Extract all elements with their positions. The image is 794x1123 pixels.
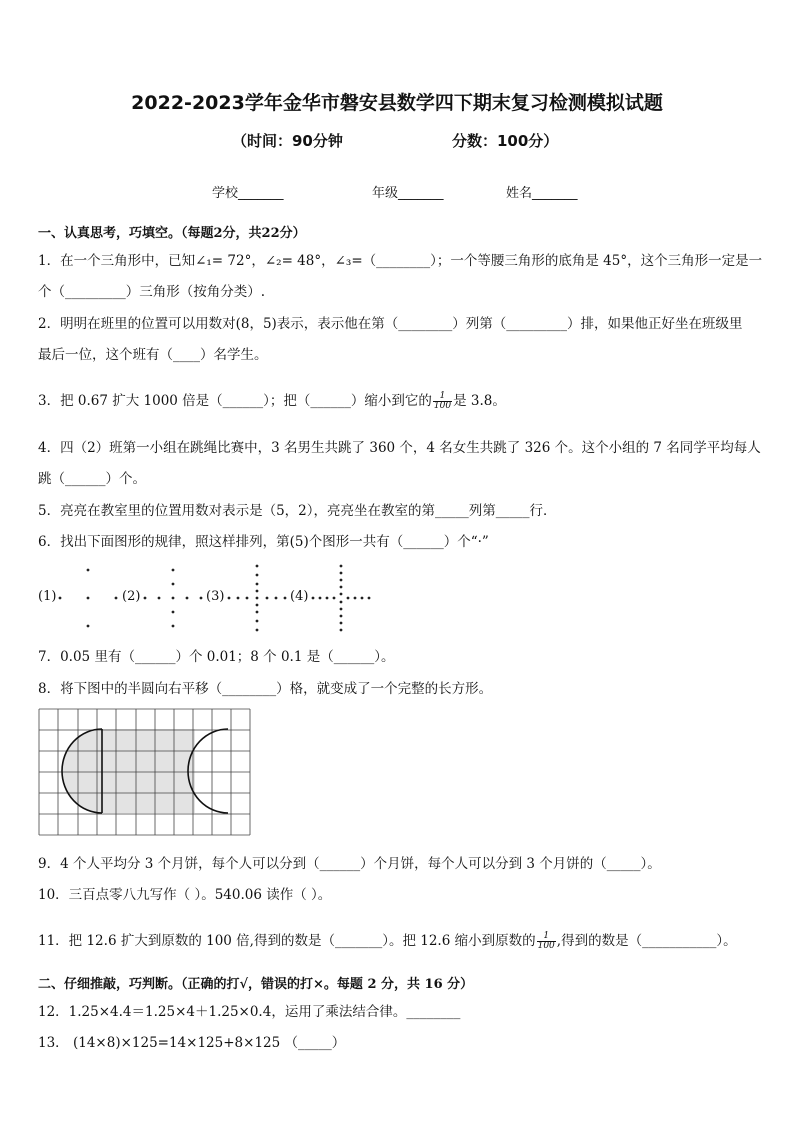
question-1-line-1: 1．在一个三角形中，已知∠₁= 72°，∠₂= 48°，∠₃=（________）；一个等腰三角形的底角是 45°，这个三角形一定是一 <box>38 253 763 269</box>
shaded-rectangle <box>98 729 195 813</box>
question-11-fraction <box>537 932 556 951</box>
question-8: 8．将下图中的半圆向右平移（________）格，就变成了一个完整的长方形。 <box>38 681 493 697</box>
question-4-line-2: 跳（______）个。 <box>38 471 146 487</box>
school-field: 学校_______ <box>212 186 284 201</box>
fraction-denominator: 100 <box>433 401 452 411</box>
score-label: 分数：100分） <box>452 132 559 150</box>
pattern-label-1: (1) <box>38 589 57 604</box>
question-6: 6．找出下面图形的规律，照这样排列，第(5)个图形一共有（______）个“·” <box>38 534 489 550</box>
dot-pattern-4 <box>312 565 371 632</box>
section-1-heading: 一、认真思考，巧填空。（每题2分，共22分） <box>38 226 306 241</box>
question-12: 12．1.25×4.4＝1.25×4＋1.25×0.4，运用了乘法结合律。________ <box>38 1004 461 1020</box>
left-semicircle-fill <box>62 729 102 813</box>
question-11-text: 11．把 12.6 扩大到原数的 100 倍,得到的数是（_______）。把 12.6 缩小到原数的 <box>38 933 536 949</box>
question-2-line-1: 2．明明在班里的位置可以用数对(8，5)表示，表示他在第（________）列第（_________）排，如果他正好坐在班级里 <box>38 316 743 332</box>
question-9: 9．4 个人平均分 3 个月饼，每个人可以分到（______）个月饼，每个人可以分到 3 个月饼的（_____）。 <box>38 856 661 872</box>
translation-grid-figure <box>38 708 251 836</box>
question-2-line-2: 最后一位，这个班有（____）名学生。 <box>38 347 268 363</box>
time-label: （时间：90分钟 <box>232 132 343 150</box>
fraction-numerator: 1 <box>537 932 556 942</box>
pattern-label-4: (4) <box>290 589 309 604</box>
question-3-text: 3．把 0.67 扩大 1000 倍是（______）；把（______）缩小到它的 <box>38 393 432 409</box>
page-title: 2022-2023学年金华市磐安县数学四下期末复习检测模拟试题 <box>131 92 663 114</box>
section-2-heading: 二、仔细推敲，巧判断。（正确的打√，错误的打×。每题 2 分，共 16 分） <box>38 977 474 992</box>
dot-pattern-2 <box>144 569 203 628</box>
dot-pattern-1 <box>59 569 118 628</box>
question-10: 10．三百点零八九写作（ ）。540.06 读作（ ）。 <box>38 887 332 903</box>
question-11-text-end: ,得到的数是（___________）。 <box>556 933 737 949</box>
pattern-label-2: (2) <box>122 589 141 604</box>
name-field: 姓名_______ <box>506 186 578 201</box>
fraction-numerator: 1 <box>433 392 452 402</box>
question-11 <box>38 929 737 951</box>
question-4-line-1: 4．四（2）班第一小组在跳绳比赛中，3 名男生共跳了 360 个，4 名女生共跳了 326 个。这个小组的 7 名同学平均每人 <box>38 440 761 456</box>
question-5: 5．亮亮在教室里的位置用数对表示是（5，2），亮亮坐在教室的第_____列第_____行． <box>38 503 557 519</box>
grade-field: 年级_______ <box>372 186 444 201</box>
question-7: 7．0.05 里有（______）个 0.01；8 个 0.1 是（______）。 <box>38 649 395 665</box>
pattern-label-3: (3) <box>206 589 225 604</box>
fraction-denominator: 100 <box>537 941 555 951</box>
question-1-line-2: 个（_________）三角形（按角分类）. <box>38 284 266 300</box>
question-3-text-end: 是 3.8。 <box>453 393 506 409</box>
dot-pattern-3 <box>228 565 287 632</box>
grid-lines <box>39 709 250 835</box>
question-13: 13． (14×8)×125=14×125+8×125 （_____） <box>38 1035 346 1051</box>
